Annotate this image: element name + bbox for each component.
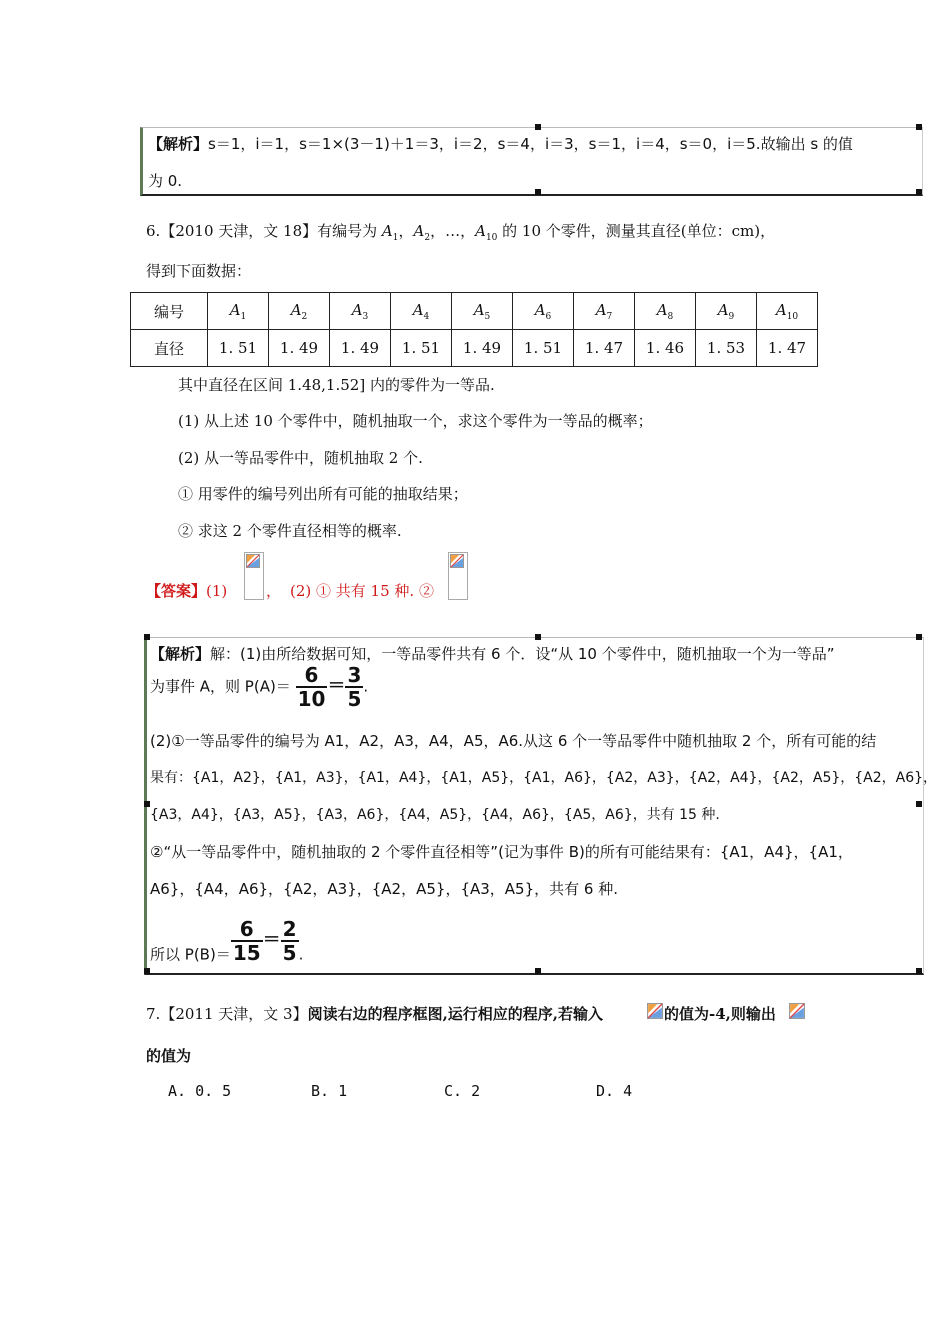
table-cell: $A_6$ [513, 293, 574, 330]
broken-image-icon [789, 1003, 805, 1019]
fraction: $\frac{6}{15}$ [232, 917, 261, 965]
table-cell: 1. 49 [330, 330, 391, 367]
table-cell: $A_9$ [696, 293, 757, 330]
analysis2-line-8 [150, 918, 303, 965]
part-subscript: 1 [392, 233, 399, 243]
separator: ，…， [430, 222, 476, 240]
table-cell: $A_4$ [391, 293, 452, 330]
table-row [131, 293, 818, 330]
table-cell: $A_2$ [269, 293, 330, 330]
question-source: 【2011 天津，文 3】 [160, 1005, 308, 1023]
analysis-text: 解：(1)由所给数据可知，一等品零件共有 6 个．设“从 10 个零件中，随机抽取一个为一等品” [210, 645, 835, 663]
question-7-stem [146, 1003, 603, 1024]
broken-image-icon [450, 554, 464, 568]
stem-text: 阅读右边的程序框图,运行相应的程序,若输入 [307, 1005, 604, 1023]
option-c: C. 2 [444, 1082, 481, 1100]
analysis2-line-5: {A3，A4}，{A3，A5}，{A3，A6}，{A4，A5}，{A4，A6}，{A5，A6}，共有 15 种. [150, 807, 720, 823]
table-cell: 1. 46 [635, 330, 696, 367]
table-cell: $A_3$ [330, 293, 391, 330]
analysis-line-1 [148, 133, 853, 154]
analysis-text: 所以 P(B)＝ [150, 945, 231, 964]
option-a: A. 0. 5 [168, 1082, 232, 1100]
resize-handle[interactable] [144, 968, 150, 974]
part-label: A [475, 222, 486, 240]
stem-text: 的 10 个零件，测量其直径(单位：cm)， [497, 222, 776, 240]
answer-part-1-end: ， [266, 582, 282, 600]
resize-handle[interactable] [916, 189, 922, 195]
part-subscript: 10 [485, 233, 498, 243]
question-number: 6. [146, 222, 161, 240]
answer-line [146, 580, 227, 601]
part-1-text: (1) 从上述 10 个零件中，随机抽取一个，求这个零件为一等品的概率； [178, 412, 653, 430]
analysis2-line-7: A6}，{A4，A6}，{A2，A3}，{A2，A5}，{A3，A5}，共有 6 种. [150, 880, 618, 898]
answer-part-1: (1) [206, 582, 228, 600]
fraction: $\frac{6}{10}$ [297, 663, 326, 711]
table-cell: 1. 49 [269, 330, 330, 367]
analysis2-line-3: (2)①一等品零件的编号为 A1，A2，A3，A4，A5，A6.从这 6 个一等品零件中随机抽取 2 个，所有可能的结 [150, 732, 877, 750]
resize-handle[interactable] [916, 968, 922, 974]
broken-image-icon [246, 554, 260, 568]
table-cell: 1. 51 [513, 330, 574, 367]
image-placeholder [448, 552, 468, 600]
period: . [363, 677, 369, 696]
table-cell: $A_1$ [208, 293, 269, 330]
resize-handle[interactable] [916, 634, 922, 640]
question-6-line2: 得到下面数据： [146, 262, 252, 280]
table-cell: $A_7$ [574, 293, 635, 330]
resize-handle[interactable] [535, 634, 541, 640]
resize-handle[interactable] [535, 189, 541, 195]
analysis2-line-2 [150, 664, 368, 710]
resize-handle[interactable] [535, 968, 541, 974]
table-cell: 1. 53 [696, 330, 757, 367]
part-2a-text: ① 用零件的编号列出所有可能的抽取结果； [178, 485, 468, 503]
table-cell: 1. 47 [757, 330, 818, 367]
table-cell: 1. 51 [208, 330, 269, 367]
fraction: $\frac{2}{5}$ [282, 917, 297, 965]
equals-sign: ＝ [327, 675, 346, 697]
question-number: 7. [146, 1005, 161, 1023]
analysis-tag: 【解析】 [148, 135, 209, 153]
data-table [130, 292, 818, 367]
fraction: $\frac{3}{5}$ [347, 663, 362, 711]
resize-handle[interactable] [916, 124, 922, 130]
resize-handle[interactable] [916, 801, 922, 807]
question-source: 【2010 天津，文 18】 [160, 222, 318, 240]
stem-text: 有编号为 [317, 222, 382, 240]
table-cell: $A_5$ [452, 293, 513, 330]
equals-sign: ＝ [262, 929, 281, 951]
table-row [131, 330, 818, 367]
option-b: B. 1 [311, 1082, 348, 1100]
analysis2-line-6: ②“从一等品零件中，随机抽取的 2 个零件直径相等”(记为事件 B)的所有可能结果有：{A1，A4}，{A1， [150, 843, 853, 861]
table-cell: 1. 47 [574, 330, 635, 367]
analysis-text: s＝1，i＝1，s＝1×(3－1)＋1＝3，i＝2，s＝4，i＝3，s＝1，i＝4，s＝0，i＝5.故输出 s 的值 [208, 135, 853, 153]
question-6-stem [146, 220, 775, 243]
part-label: A [381, 222, 393, 240]
resize-handle[interactable] [535, 124, 541, 130]
part-subscript: 2 [424, 233, 431, 243]
table-header: 编号 [131, 293, 208, 330]
answer-tag: 【答案】 [146, 582, 207, 600]
resize-handle[interactable] [144, 634, 150, 640]
table-cell: 1. 49 [452, 330, 513, 367]
analysis-tag: 【解析】 [150, 645, 211, 663]
analysis2-line-1 [150, 643, 835, 664]
answer-part-2: (2) ① 共有 15 种. ② [290, 582, 434, 600]
analysis-text: 为事件 A，则 P(A)＝ [150, 677, 291, 696]
part-2b-text: ② 求这 2 个零件直径相等的概率. [178, 522, 402, 540]
condition-text: 其中直径在区间 1.48,1.52] 内的零件为一等品. [178, 376, 495, 394]
period: . [298, 945, 304, 964]
image-placeholder [244, 552, 264, 600]
broken-image-icon [647, 1003, 663, 1019]
table-cell: 1. 51 [391, 330, 452, 367]
part-2-text: (2) 从一等品零件中，随机抽取 2 个. [178, 449, 423, 467]
table-header: 直径 [131, 330, 208, 367]
table-cell: $A_8$ [635, 293, 696, 330]
analysis2-line-4: 果有：{A1，A2}，{A1，A3}，{A1，A4}，{A1，A5}，{A1，A6}，{A2，A3}，{A2，A4}，{A2，A5}，{A2，A6}， [150, 770, 938, 786]
separator: ， [398, 222, 414, 240]
option-d: D. 4 [596, 1082, 633, 1100]
question-7-line2: 的值为 [146, 1047, 192, 1065]
part-label: A [413, 222, 425, 240]
table-cell: $A_{10}$ [757, 293, 818, 330]
question-7-stem-b: 的值为-4,则输出 [664, 1005, 776, 1023]
analysis-line-2: 为 0. [148, 172, 183, 190]
